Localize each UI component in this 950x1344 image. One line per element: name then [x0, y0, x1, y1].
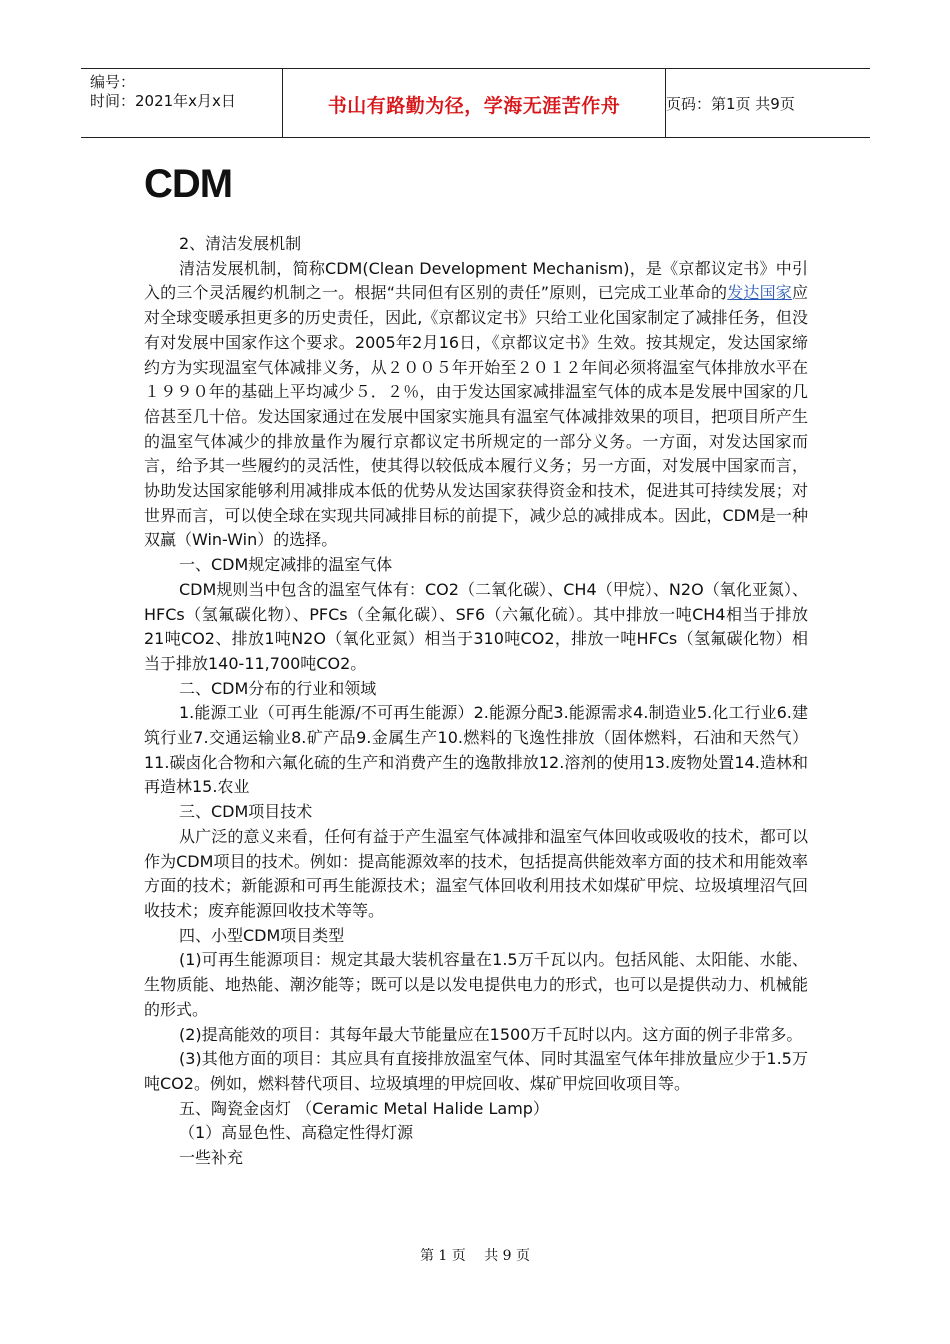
- section-heading: 四、小型CDM项目类型: [179, 925, 345, 945]
- body-paragraph: 从广泛的意义来看，任何有益于产生温室气体减排和温室气体回收或吸收的技术，都可以作为CDM项目的技术。例如：提高能源效率的技术，包括提高供能效率方面的技术和用能效率方面的技术；新能源和可再生能源技术；温室气体回收利用技术如煤矿甲烷、垃圾填埋沼气回收技术；废弃能源回收技术等等。: [144, 826, 808, 920]
- document-body: [144, 232, 808, 1171]
- body-paragraph: CDM规则当中包含的温室气体有：CO2（二氧化碳）、CH4（甲烷）、N2O（氧化亚氮）、HFCs（氢氟碳化物）、PFCs（全氟化碳）、SF6（六氟化硫）。其中排放一吨CH4相当于排放21吨CO2、排放1吨N2O（氧化亚氮）相当于310吨CO2，排放一吨HFCs（氢氟碳化物）相当于排放140-11,700吨CO2。: [144, 579, 808, 673]
- body-text: 应对全球变暖承担更多的历史责任，因此,《京都议定书》只给工业化国家制定了减排任务，但没有对发展中国家作这个要求。2005年2月16日，《京都议定书》生效。按其规定，发达国家缔约方为实现温室气体减排义务，从２００５年开始至２０１２年间必须将温室气体排放水平在１９９０年的基础上平均减少５．２％，由于发达国家减排温室气体的成本是发展中国家的几倍甚至几十倍。发达国家通过在发展中国家实施具有温室气体减排效果的项目，把项目所产生的温室气体减少的排放量作为履行京都议定书所规定的一部分义务。一方面，对发达国家而言，给予其一些履约的灵活性，使其得以较低成本履行义务；另一方面，对发展中国家而言，协助发达国家能够利用减排成本低的优势从发达国家获得资金和技术，促进其可持续发展；对世界而言，可以使全球在实现共同减排目标的前提下，减少总的减排成本。因此，CDM是一种双赢（Win-Win）的选择。: [144, 283, 808, 550]
- section-heading: 2、清洁发展机制: [179, 234, 302, 253]
- body-paragraph: （1）高显色性、高稳定性得灯源: [179, 1123, 414, 1143]
- document-date-label: 时间：2021年x月x日: [90, 92, 236, 110]
- header-motto-cell: [283, 69, 666, 137]
- body-paragraph: (2)提高能效的项目：其每年最大节能量应在1500万千瓦时以内。这方面的例子非常多。: [179, 1024, 803, 1044]
- page-footer: [0, 1245, 950, 1265]
- body-paragraph: 一些补充: [179, 1148, 244, 1168]
- document-title: CDM: [144, 162, 233, 206]
- body-paragraph: [144, 257, 808, 553]
- body-text: 清洁发展机制，简称CDM(Clean Development Mechanism)，是《京都议定书》中引入的三个灵活履约机制之一。根据“共同但有区别的责任”原则，已完成工业革命的: [144, 258, 808, 303]
- header-page-cell: [666, 69, 870, 137]
- header-info-cell: [81, 69, 283, 137]
- footer-page-number: 第 1 页: [419, 1248, 466, 1264]
- footer-total-pages: 共 9 页: [484, 1248, 531, 1264]
- section-heading: 二、CDM分布的行业和领域: [179, 678, 377, 698]
- document-number-label: 编号：: [90, 73, 136, 91]
- developed-countries-link[interactable]: 发达国家: [727, 283, 792, 303]
- header-motto: 书山有路勤为径，学海无涯苦作舟: [327, 95, 621, 117]
- section-heading: 三、CDM项目技术: [179, 802, 313, 822]
- body-paragraph: 1.能源工业（可再生能源/不可再生能源）2.能源分配3.能源需求4.制造业5.化工行业6.建筑行业7.交通运输业8.矿产品9.金属生产10.燃料的飞逸性排放（固体燃料，石油和天然气）11.碳卤化合物和六氟化硫的生产和消费产生的逸散排放12.溶剂的使用13.废物处置14.造林和再造林15.农业: [144, 703, 808, 797]
- section-heading: 五、陶瓷金卤灯 （Ceramic Metal Halide Lamp）: [179, 1098, 549, 1118]
- body-paragraph: (3)其他方面的项目：其应具有直接排放温室气体、同时其温室气体年排放量应少于1.5万吨CO2。例如，燃料替代项目、垃圾填埋的甲烷回收、煤矿甲烷回收项目等。: [144, 1049, 808, 1093]
- section-heading: 一、CDM规定减排的温室气体: [179, 555, 393, 575]
- body-paragraph: (1)可再生能源项目：规定其最大装机容量在1.5万千瓦以内。包括风能、太阳能、水能、生物质能、地热能、潮汐能等；既可以是以发电提供电力的形式，也可以是提供动力、机械能的形式。: [144, 950, 808, 1019]
- page-header: [81, 68, 870, 138]
- header-page-number: 页码：第1页 共9页: [666, 95, 795, 113]
